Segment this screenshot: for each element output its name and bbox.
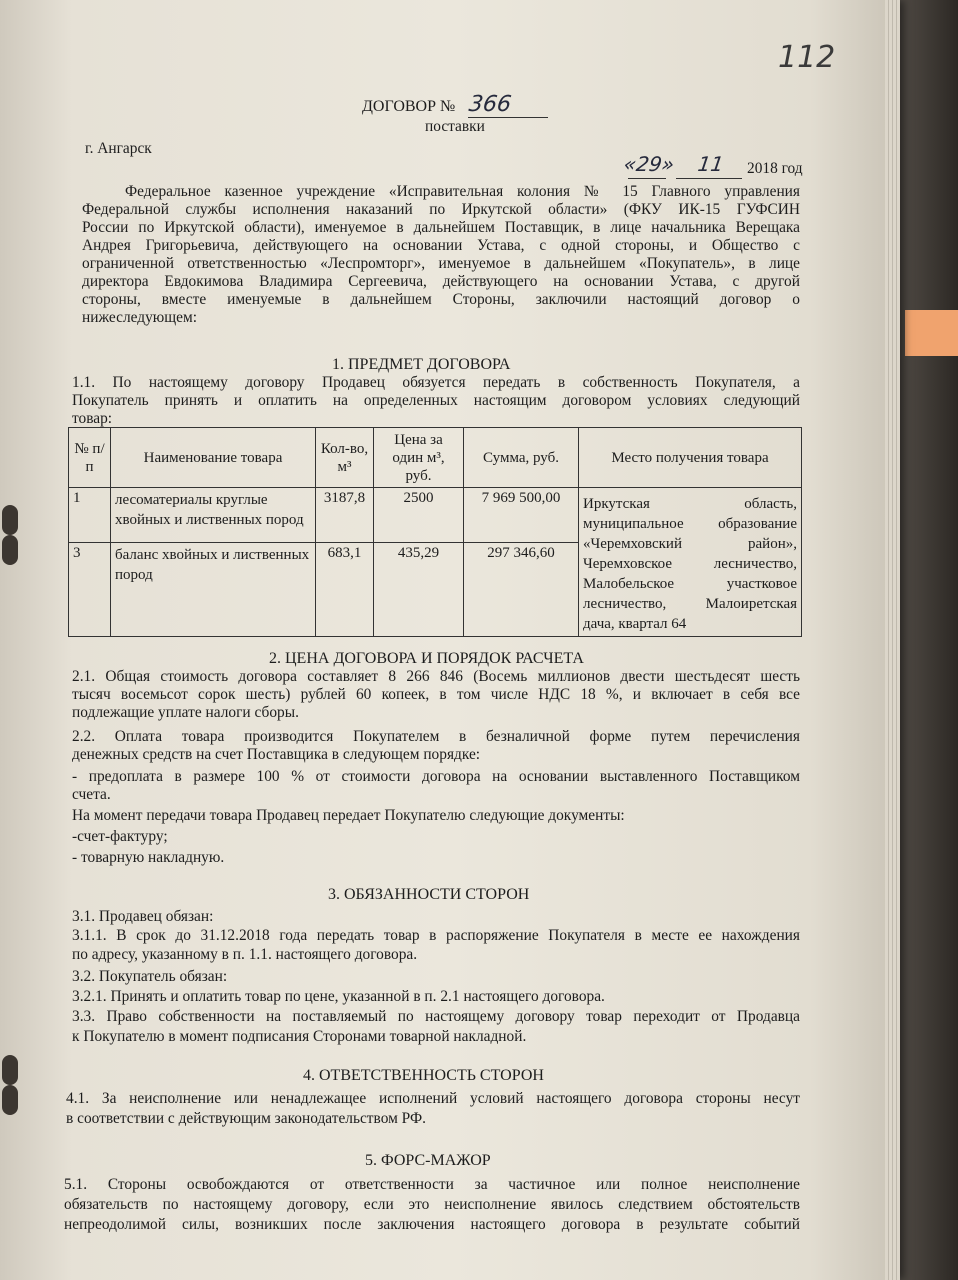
binder-hole	[2, 1055, 18, 1085]
place-line: лесничество, Малоиретская	[583, 596, 797, 612]
page-number: 112	[778, 40, 836, 75]
section-1-line: Покупатель принять и оплатить на определенных настоящим договором условиях следующий	[72, 392, 800, 409]
date-month: 11	[696, 152, 726, 176]
section-2-line: счета.	[72, 786, 111, 803]
section-4-line: 4.1. За неисполнение или ненадлежащее исполнений условий настоящего договора стороны несут	[66, 1090, 800, 1107]
place-line: Малобельское участковое	[583, 576, 797, 592]
section-3-line: 3.1.1. В срок до 31.12.2018 года передать товар в распоряжение Покупателя в месте ее нахождения	[72, 927, 800, 944]
row-name: лесоматериалы круглые хвойных и лиственных пород	[111, 488, 316, 543]
header-num: № п/п	[69, 428, 111, 488]
section-1-line: 1.1. По настоящему договору Продавец обязуется передать в собственность Покупателя, а	[72, 374, 800, 391]
section-2-line: На момент передачи товара Продавец передает Покупателю следующие документы:	[72, 807, 625, 824]
section-4-heading: 4. ОТВЕТСТВЕННОСТЬ СТОРОН	[303, 1067, 544, 1084]
date-month-underline	[676, 178, 742, 179]
section-2-heading: 2. ЦЕНА ДОГОВОРА И ПОРЯДОК РАСЧЕТА	[269, 650, 584, 667]
row-qty: 3187,8	[316, 488, 374, 543]
preamble-line: Федеральное казенное учреждение «Исправительная колония № 15 Главного управления	[125, 183, 800, 200]
preamble-line: ограниченной ответственностью «Леспромторг», именуемое в дальнейшем «Покупатель», в лице	[82, 255, 800, 272]
table-row	[69, 488, 802, 543]
section-1-heading: 1. ПРЕДМЕТ ДОГОВОРА	[332, 356, 511, 373]
binder-hole	[2, 535, 18, 565]
date-day-underline	[628, 178, 666, 179]
section-2-line: - товарную накладную.	[72, 849, 225, 866]
header-name: Наименование товара	[111, 428, 316, 488]
section-3-heading: 3. ОБЯЗАННОСТИ СТОРОН	[328, 886, 530, 903]
sticky-tab	[905, 310, 958, 356]
goods-table	[68, 427, 802, 637]
binder-hole	[2, 1085, 18, 1115]
section-5-line: обязательств по настоящему договору, если это неисполнение явилось следствием обстоятельств	[64, 1196, 800, 1213]
section-4-line: в соответствии с действующим законодательством РФ.	[66, 1110, 426, 1127]
date-day: «29»	[622, 152, 676, 176]
section-3-line: 3.2. Покупатель обязан:	[72, 968, 228, 985]
place-line: «Черемховский район»,	[583, 536, 797, 552]
row-price: 435,29	[374, 543, 464, 637]
section-2-line: -счет-фактуру;	[72, 828, 168, 845]
header-price: Цена за один м³, руб.	[374, 428, 464, 488]
header-sum: Сумма, руб.	[464, 428, 579, 488]
place-line: муниципальное образование	[583, 516, 797, 532]
section-3-line: 3.2.1. Принять и оплатить товар по цене, указанной в п. 2.1 настоящего договора.	[72, 988, 605, 1005]
place-line: дача, квартал 64	[583, 616, 687, 632]
section-5-line: непреодолимой силы, возникших после заключения настоящего договора в результате событий	[64, 1216, 800, 1233]
preamble-line: Андрея Григорьевича, действующего на основании Устава, с одной стороны, и Общество с	[82, 237, 800, 254]
section-5-heading: 5. ФОРС-МАЖОР	[365, 1152, 491, 1169]
date-year: 2018 год	[747, 160, 803, 177]
contract-subtitle: поставки	[425, 118, 485, 135]
section-2-line: подлежащие уплате налоги сборы.	[72, 704, 299, 721]
row-num: 1	[69, 488, 111, 543]
section-3-line: 3.3. Право собственности на поставляемый по настоящему договору товар переходит от Продавца	[72, 1008, 800, 1025]
contract-date	[624, 152, 724, 176]
preamble-line: России по Иркутской области), именуемое в дальнейшем Поставщик, в лице начальника Верещака	[82, 219, 800, 236]
header-qty: Кол-во, м³	[316, 428, 374, 488]
title-prefix: ДОГОВОР №	[362, 98, 456, 115]
preamble-line: директора Евдокимова Владимира Сергеевича, действующего на основании Устава, с другой	[82, 273, 800, 290]
section-3-line: к Покупателю в момент подписания Сторонами товарной накладной.	[72, 1028, 527, 1045]
section-2-line: 2.2. Оплата товара производится Покупателем в безналичной форме путем перечисления	[72, 728, 800, 745]
section-3-line: по адресу, указанному в п. 1.1. настоящего договора.	[72, 946, 418, 963]
row-sum: 297 346,60	[464, 543, 579, 637]
row-name: баланс хвойных и лиственных пород	[111, 543, 316, 637]
row-price: 2500	[374, 488, 464, 543]
preamble-line: стороны, вместе именуемые в дальнейшем Стороны, заключили настоящий договор о	[82, 291, 800, 308]
section-2-line: денежных средств на счет Поставщика в следующем порядке:	[72, 746, 481, 763]
row-num: 3	[69, 543, 111, 637]
city: г. Ангарск	[85, 140, 152, 157]
preamble-line: Федеральной службы исполнения наказаний по Иркутской области» (ФКУ ИК-15 ГУФСИН	[82, 201, 800, 218]
row-sum: 7 969 500,00	[464, 488, 579, 543]
section-3-line: 3.1. Продавец обязан:	[72, 908, 214, 925]
delivery-place	[579, 488, 802, 637]
section-2-line: 2.1. Общая стоимость договора составляет 8 266 846 (Восемь миллионов двести шестьдесят шесть	[72, 668, 800, 685]
place-line: Иркутская область,	[583, 496, 797, 512]
section-2-line: тысяч восемьсот сорок шесть) рублей 60 копеек, в том числе НДС 18 %, и включает в себя все	[72, 686, 800, 703]
section-1-line: товар:	[72, 410, 113, 427]
contract-number: 366	[467, 92, 514, 117]
row-qty: 683,1	[316, 543, 374, 637]
section-5-line: 5.1. Стороны освобождаются от ответственности за частичное или полное неисполнение	[64, 1176, 800, 1193]
contract-title	[362, 92, 514, 117]
place-line: Черемховское лесничество,	[583, 556, 797, 572]
preamble-line: нижеследующем:	[82, 309, 197, 326]
section-2-line: - предоплата в размере 100 % от стоимости договора на основании выставленного Поставщиком	[72, 768, 800, 785]
table-header-row	[69, 428, 802, 488]
binder-hole	[2, 505, 18, 535]
header-place: Место получения товара	[579, 428, 802, 488]
